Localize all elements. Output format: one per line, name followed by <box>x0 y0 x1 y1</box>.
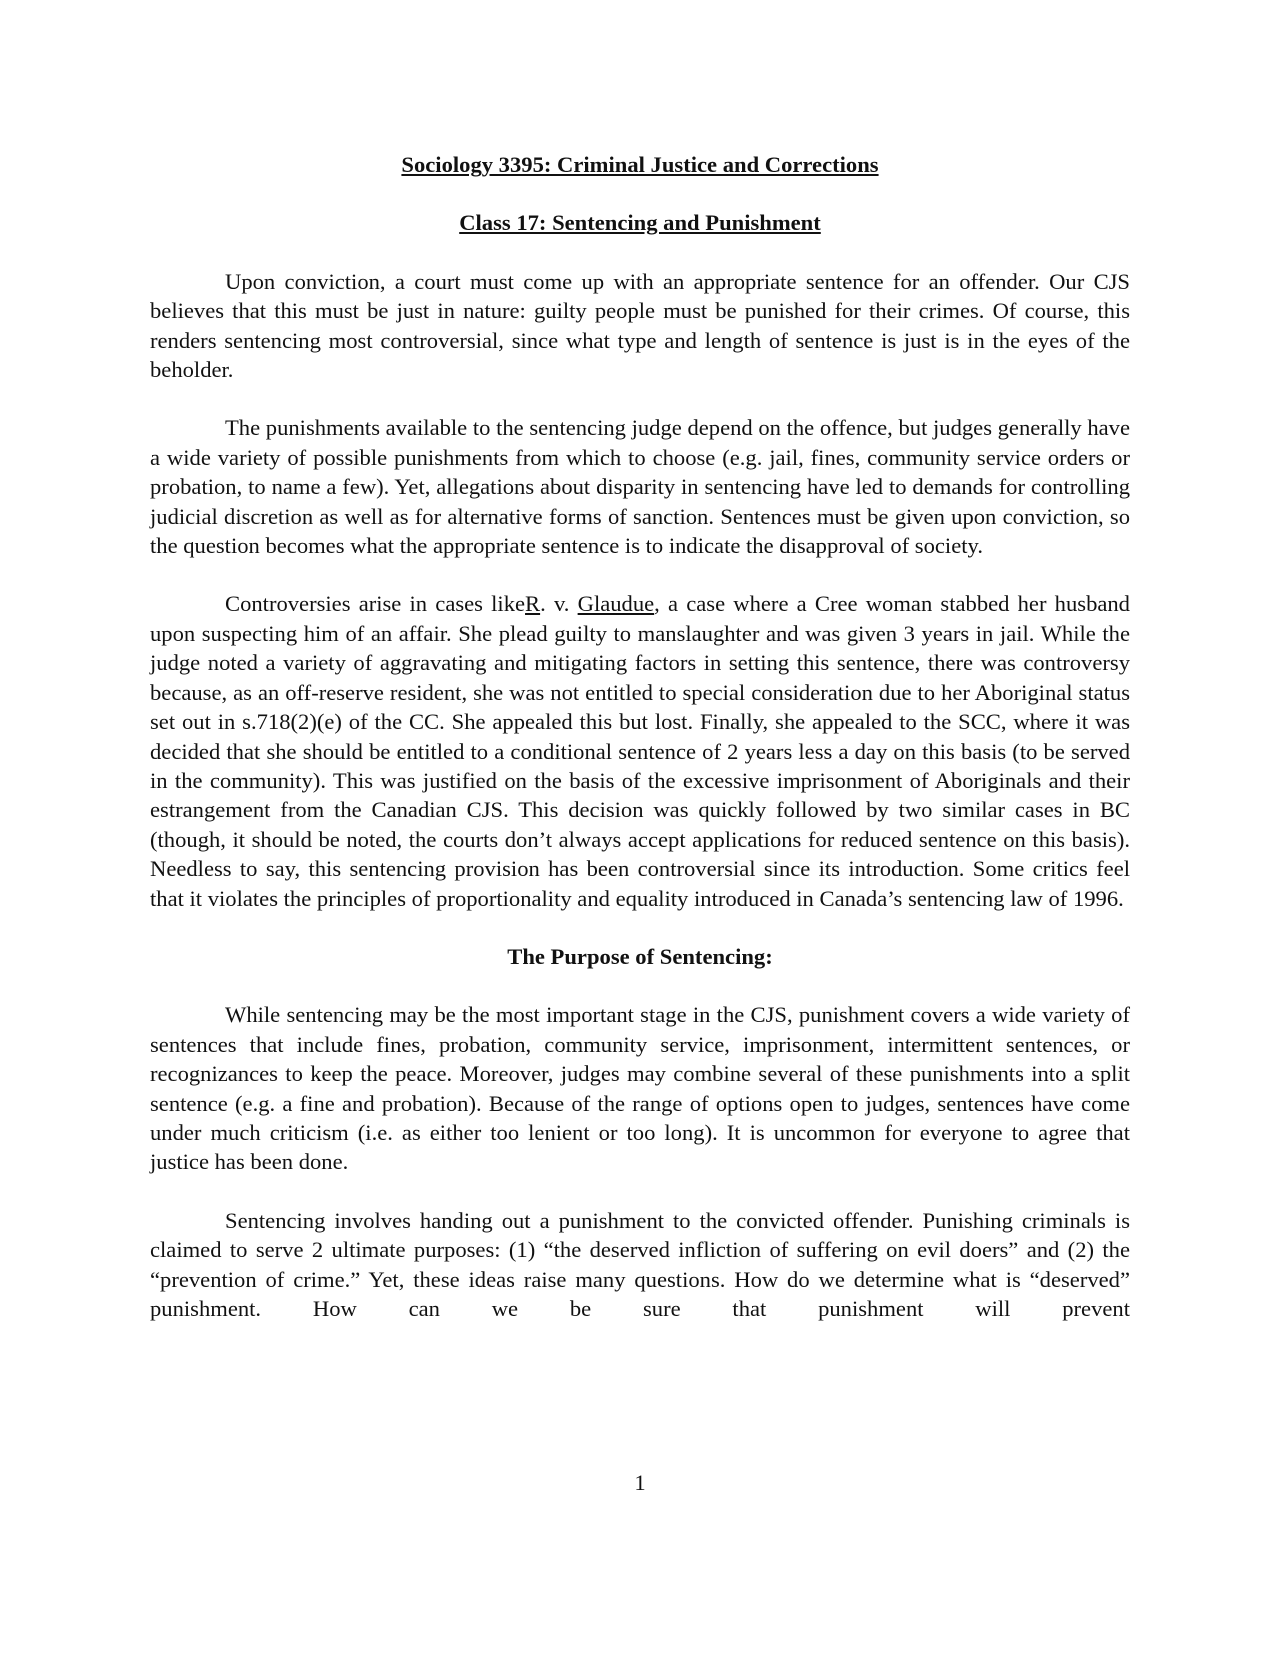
paragraph-sentencing-involves: Sentencing involves handing out a punishment to the convicted offender. Punishing criminals is claimed to serve 2 ultimate purposes: (1) “the deserved infliction of suffering on evil doers” and (2) the “prevention of crime.” Yet, these ideas raise many questions. How do we determine what is “deserved” punishment. How can we be sure that punishment will prevent <box>150 1207 1130 1321</box>
class-title: Class 17: Sentencing and Punishment <box>459 210 821 236</box>
paragraph-intro: Upon conviction, a court must come up with an appropriate sentence for an offender. Our CJS believes that this must be just in nature: guilty people must be punished for their crimes. Of course, this renders sentencing most controversial, since what type and length of sentence is just is in the eyes of the beholder. <box>150 268 1130 383</box>
controversies-intro: Controversies arise in cases like <box>225 591 526 617</box>
paragraph-purpose: While sentencing may be the most important stage in the CJS, punishment covers a wide variety of sentences that include fines, probation, community service, imprisonment, intermittent sentences, or recognizances to keep the peace. Moreover, judges may combine several of these punishments into a split sentence (e.g. a fine and probation). Because of the range of options open to judges, sentences have come under much criticism (i.e. as either too lenient or too long). It is uncommon for everyone to agree that justice has been done. <box>150 1002 1130 1175</box>
course-title: Sociology 3395: Criminal Justice and Corrections <box>401 152 879 177</box>
case-citation-sep: . v. <box>540 591 578 617</box>
case-citation-r: R <box>525 591 541 617</box>
section-heading-purpose: The Purpose of Sentencing: <box>507 943 773 969</box>
paragraph-punishments: The punishments available to the sentencing judge depend on the offence, but judges generally have a wide variety of possible punishments from which to choose (e.g. jail, fines, community service orders or probation, to name a few). Yet, allegations about disparity in sentencing have led to demands for controlling judicial discretion as well as for alternative forms of sanction. Sentences must be given upon conviction, so the question becomes what the appropriate sentence is to indicate the disapproval of society. <box>150 415 1130 559</box>
page-number: 1 <box>634 1470 646 1495</box>
case-citation-name: Glaudue <box>577 591 655 617</box>
controversies-body: , a case where a Cree woman stabbed her husband upon suspecting him of an affair. She plead guilty to manslaughter and was given 3 years in jail. While the judge noted a variety of aggravating and mitigating factors in setting this sentence, there was controversy because, as an off-reserve resident, she was not entitled to special consideration due to her Aboriginal status set out in s.718(2)(e) of the CC. She appealed this but lost. Finally, she appealed to the SCC, where it was decided that she should be entitled to a conditional sentence of 2 years less a day on this basis (to be served in the community). This was justified on the basis of the excessive imprisonment of Aboriginals and their estrangement from the Canadian CJS. This decision was quickly followed by two similar cases in BC (though, it should be noted, the courts don’t always accept applications for reduced sentence on this basis). Needless to say, this sentencing provision has been controversial since its introduction. Some critics feel that it violates the principles of proportionality and equality introduced in Canada’s sentencing law of 1996. <box>150 591 1130 911</box>
document-page <box>150 150 1130 1323</box>
paragraph-controversies <box>150 589 1130 912</box>
